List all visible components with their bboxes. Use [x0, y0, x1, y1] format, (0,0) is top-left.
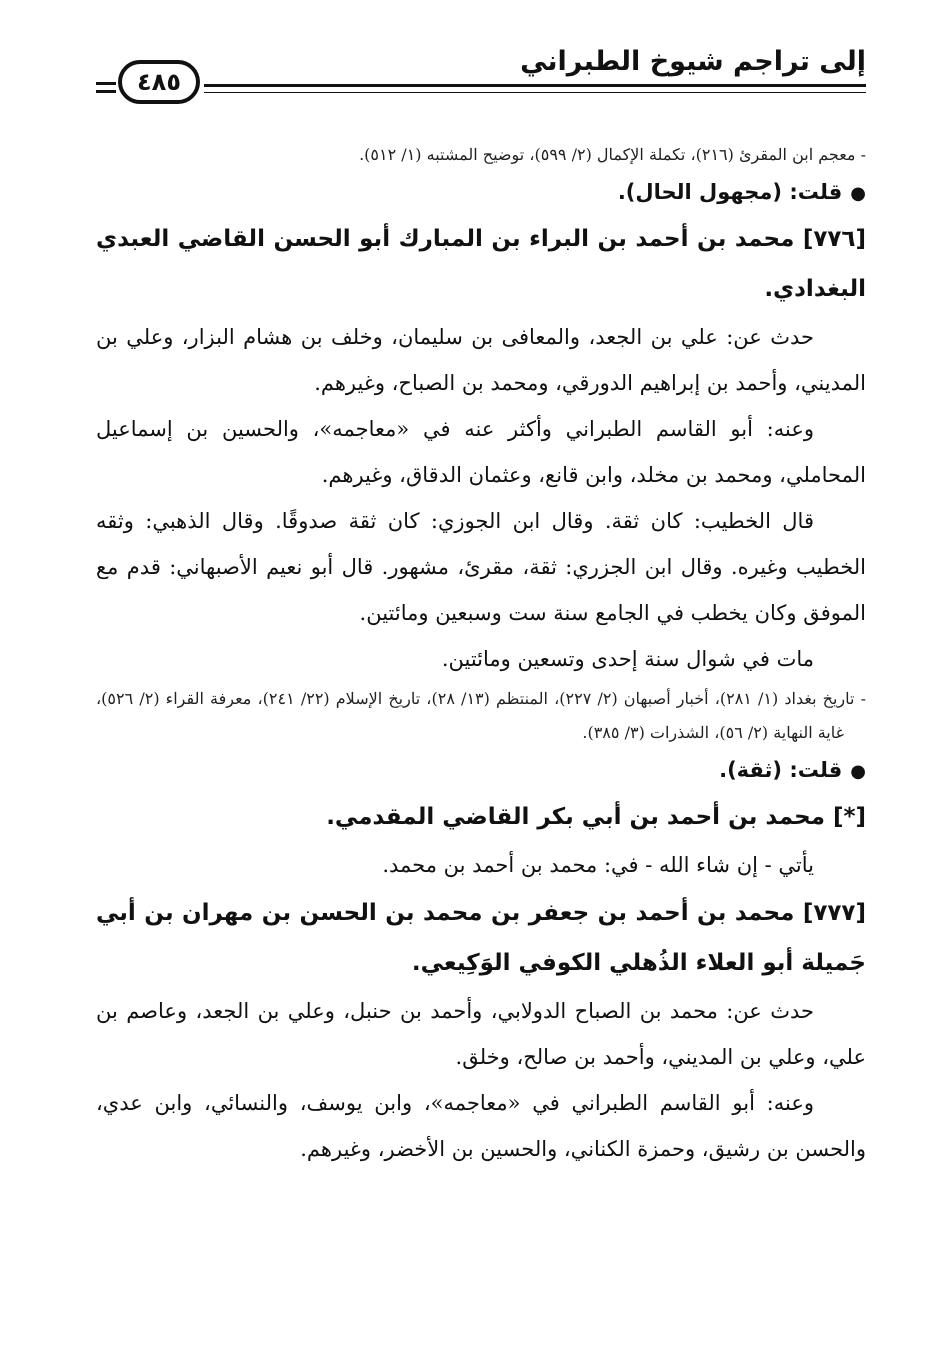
entry-heading: [*] محمد بن أحمد بن أبي بكر القاضي المقدمي. — [326, 804, 866, 830]
entry-teachers: حدث عن: علي بن الجعد، والمعافى بن سليمان، وخلف بن هشام البزار، وعلي بن المديني، وأحمد بن إبراهيم الدورقي، ومحمد بن الصباح، وغيرهم. — [96, 325, 866, 395]
source-references: - تاريخ بغداد (١/ ٢٨١)، أخبار أصبهان (٢/ ٢٢٧)، المنتظم (١٣/ ٢٨)، تاريخ الإسلام (٢٢/ ٢٤١)، معرفة القراء (٢/ ٥٢٦)، غاية النهاية (٢/ ٥٦)، الشذرات (٣/ ٣٨٥). — [96, 689, 867, 742]
cross-reference: يأتي - إن شاء الله - في: محمد بن أحمد بن محمد. — [382, 853, 814, 877]
header-rule-thick — [204, 84, 866, 87]
entry-grading: قال الخطيب: كان ثقة. وقال ابن الجوزي: كان ثقة صدوقًا. وقال الذهبي: وثقه الخطيب وغيره. وقال ابن الجزري: ثقة، مقرئ، مشهور. قال أبو نعيم الأصبهاني: قدم مع الموفق وكان يخطب في الجامع سنة ست وسبعين ومائتين. — [96, 509, 866, 625]
page-header — [96, 40, 866, 110]
page-body — [96, 138, 866, 1172]
header-rule-thin — [204, 92, 866, 93]
entry-heading: [٧٧٧] محمد بن أحمد بن جعفر بن محمد بن الحسن بن مهران بن أبي جَميلة أبو العلاء الذُهلي الكوفي الوَكِيعي. — [96, 900, 866, 976]
entry-students: وعنه: أبو القاسم الطبراني وأكثر عنه في «معاجمه»، والحسين بن إسماعيل المحاملي، ومحمد بن مخلد، وابن قانع، وعثمان الدقاق، وغيرهم. — [96, 417, 866, 487]
author-verdict — [96, 750, 866, 792]
header-rule-left-top — [96, 82, 116, 85]
author-verdict — [96, 172, 866, 214]
header-rule-left-bottom — [96, 90, 116, 93]
entry-teachers: حدث عن: محمد بن الصباح الدولابي، وأحمد بن حنبل، وعلي بن الجعد، وعاصم بن علي، وعلي بن المديني، وأحمد بن صالح، وخلق. — [96, 999, 866, 1069]
verdict-text: قلت: (مجهول الحال). — [617, 180, 843, 204]
bullet-icon: ● — [850, 761, 866, 782]
source-references: - معجم ابن المقرئ (٢١٦)، تكملة الإكمال (٢/ ٥٩٩)، توضيح المشتبه (١/ ٥١٢). — [359, 145, 866, 164]
page-number: ٤٨٥ — [118, 60, 200, 104]
entry-heading: [٧٧٦] محمد بن أحمد بن البراء بن المبارك أبو الحسن القاضي العبدي البغدادي. — [96, 226, 866, 302]
bullet-icon: ● — [850, 183, 866, 204]
verdict-text: قلت: (ثقة). — [719, 758, 843, 782]
running-title: إلى تراجم شيوخ الطبراني — [520, 46, 866, 77]
entry-students: وعنه: أبو القاسم الطبراني في «معاجمه»، وابن يوسف، والنسائي، وابن عدي، والحسن بن رشيق، وحمزة الكناني، والحسين بن الأخضر، وغيرهم. — [96, 1091, 866, 1161]
entry-death: مات في شوال سنة إحدى وتسعين ومائتين. — [441, 647, 814, 671]
